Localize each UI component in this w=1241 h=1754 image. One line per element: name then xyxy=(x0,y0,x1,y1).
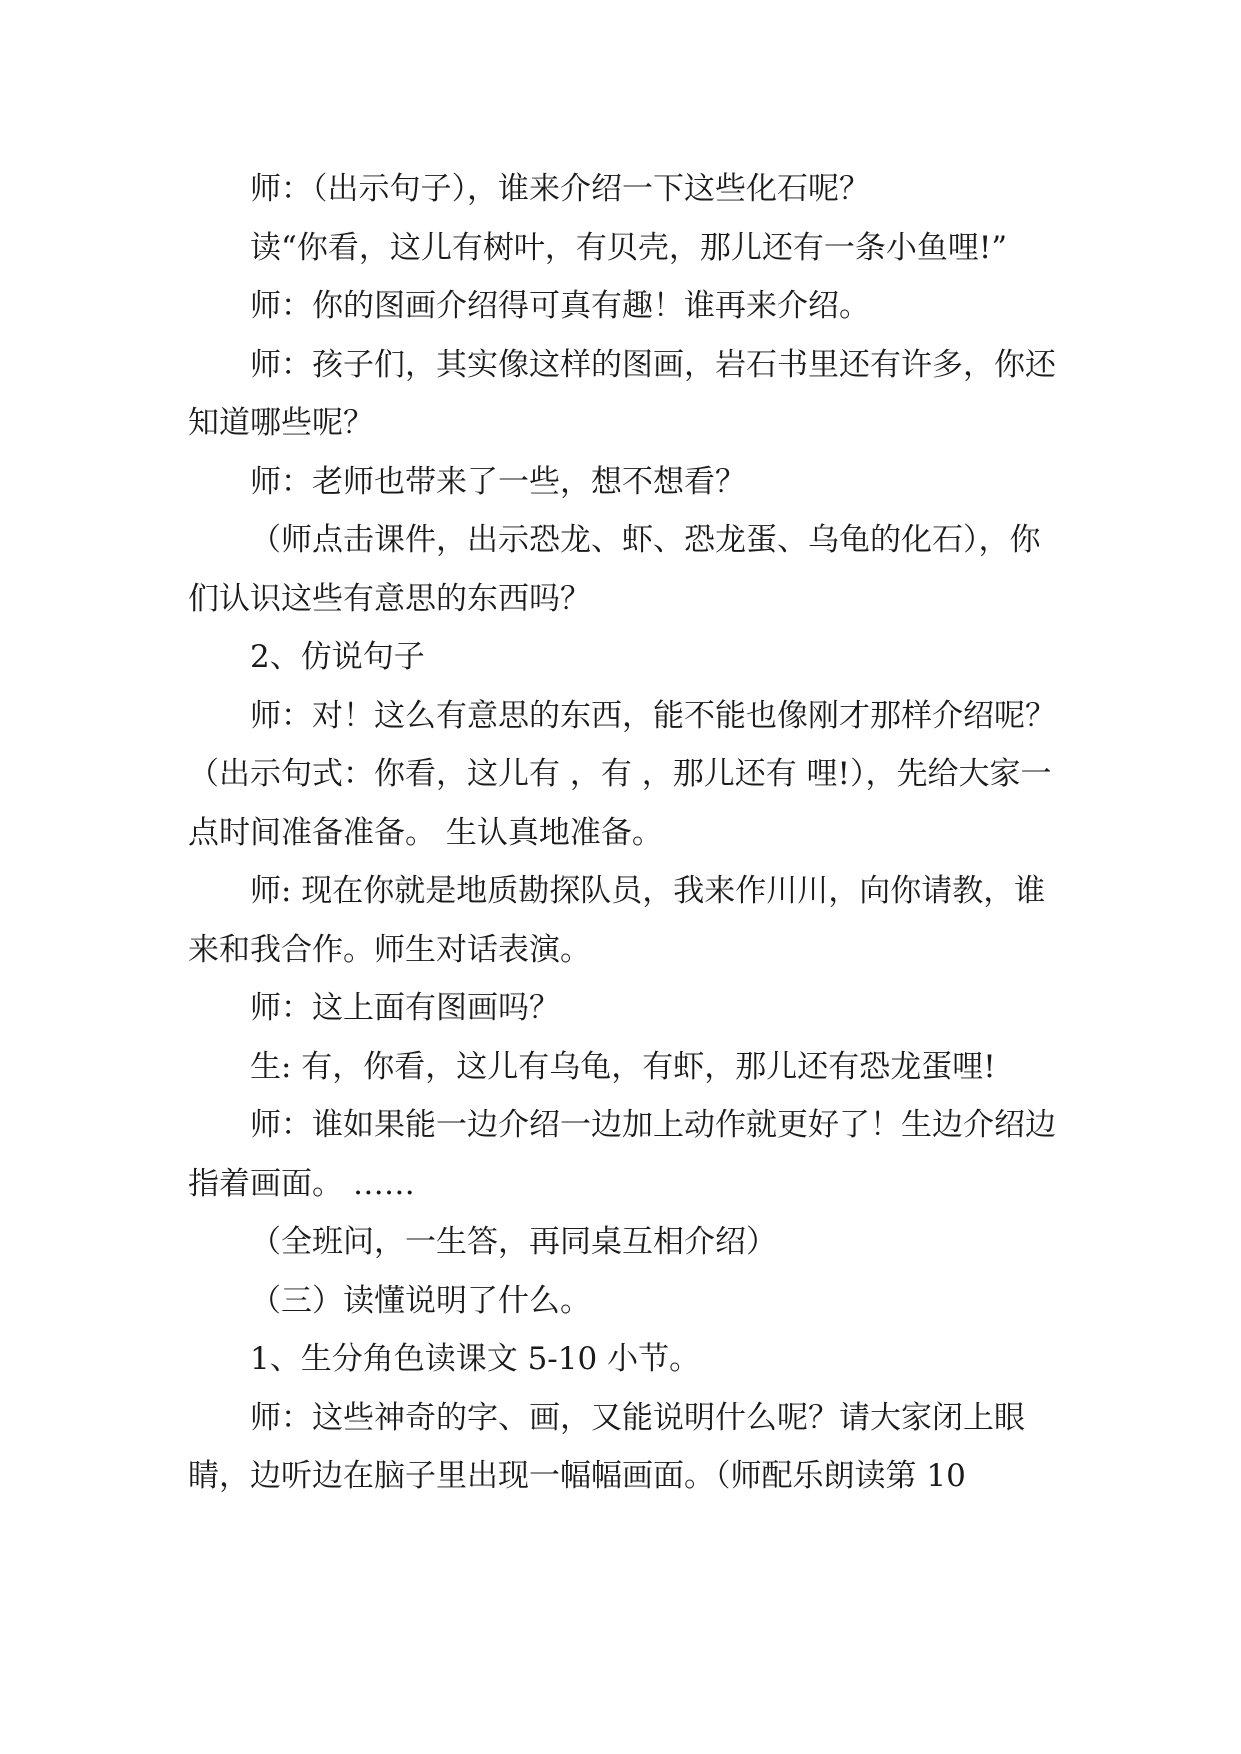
paragraph: 师：谁如果能一边介绍一边加上动作就更好了！生边介绍边指着画面。 …… xyxy=(188,1107,1056,1202)
paragraph: 师：这上面有图画吗？ xyxy=(250,990,560,1026)
paragraph: （全班问，一生答，再同桌互相介绍） xyxy=(250,1224,777,1260)
paragraph: （三）读懂说明了什么。 xyxy=(250,1282,591,1319)
paragraph: 师：（出示句子），谁来介绍一下这些化石呢？ xyxy=(250,171,870,207)
paragraph: 师: 现在你就是地质勘探队员，我来作川川，向你请教，谁来和我合作。师生对话表演。 xyxy=(188,873,1046,968)
paragraph: 师：对！这么有意思的东西，能不能也像刚才那样介绍呢？（出示句式：你看，这儿有 ，有 ，那儿还有 哩!），先给大家一点时间准备准备。 生认真地准备。 xyxy=(188,697,1056,851)
paragraph: 师：这些神奇的字、画，又能说明什么呢？请大家闭上眼睛，边听边在脑子里出现一幅幅画面。（师配乐朗读第 10 xyxy=(188,1399,1025,1494)
paragraph: 师：老师也带来了一些，想不想看？ xyxy=(250,463,746,500)
paragraph: 1、生分角色读课文 5-10 小节。 xyxy=(250,1341,701,1377)
paragraph: （师点击课件，出示恐龙、虾、恐龙蛋、乌龟的化石），你们认识这些有意思的东西吗？ xyxy=(188,522,1041,617)
paragraph: 2、仿说句子 xyxy=(250,639,425,675)
paragraph: 师：你的图画介绍得可真有趣！谁再来介绍。 xyxy=(250,288,870,324)
paragraph: 生: 有，你看，这儿有乌龟，有虾，那儿还有恐龙蛋哩! xyxy=(250,1048,996,1085)
paragraph: 读“你看，这儿有树叶，有贝壳，那儿还有一条小鱼哩!” xyxy=(250,229,1008,266)
body-text xyxy=(188,160,1058,1506)
paragraph: 师：孩子们，其实像这样的图画，岩石书里还有许多，你还知道哪些呢？ xyxy=(188,346,1056,441)
